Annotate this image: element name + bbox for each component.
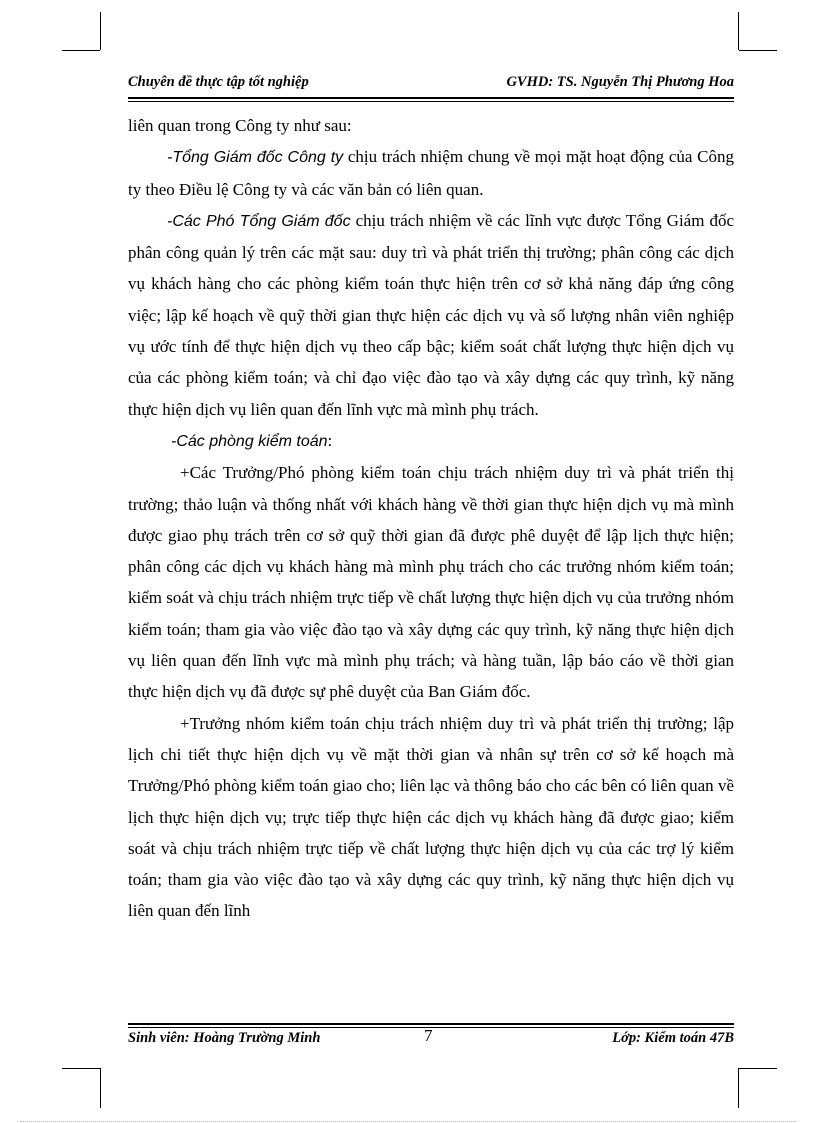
header-title: Chuyên đề thực tập tốt nghiệp [128,74,309,90]
header-supervisor: GVHD: TS. Nguyễn Thị Phương Hoa [506,74,734,90]
paragraph-deputy-directors [128,205,734,425]
document-body [128,110,734,927]
paragraph-department-heads [128,457,734,707]
crop-mark-bottom-right [739,1068,777,1069]
header-rule [128,97,734,99]
paragraph-audit-departments [128,425,734,457]
crop-mark-top-right [739,50,777,51]
footer-student: Sinh viên: Hoàng Trường Minh [128,1030,321,1046]
paragraph-text: chịu trách nhiệm chung về mọi mặt hoạt động của Công ty theo Điều lệ Công ty và các văn bản có liên quan. [128,147,735,199]
crop-mark-top-left [62,50,100,51]
crop-mark-bottom-left [100,1068,101,1108]
footer-class: Lớp: Kiểm toán 47B [612,1030,734,1046]
crop-mark-top-left [100,12,101,50]
page-footer [128,1026,734,1052]
paragraph-continuation [128,110,734,141]
paragraph-lead: -Tổng Giám đốc Công ty [167,149,344,167]
page-edge-dotted-line [20,1121,796,1122]
crop-mark-top-right [738,12,739,50]
crop-mark-bottom-right [738,1068,739,1108]
paragraph-text: chịu trách nhiệm về các lĩnh vực được Tổng Giám đốc phân công quản lý trên các mặt sau: duy trì và phát triển thị trường; phân công các dịch vụ khách hàng cho các phòng kiểm toán thực hiện trên cơ sở khả năng đáp ứng công việc; lập kế hoạch về quỹ thời gian thực hiện các dịch vụ và số lượng nhân viên nghiệp vụ ước tính để thực hiện dịch vụ theo cấp bậc; kiểm soát chất lượng thực hiện dịch vụ của các phòng kiểm toán; và chỉ đạo việc đào tạo và xây dựng các quy trình, kỹ năng thực hiện dịch vụ liên quan đến lĩnh vực mà mình phụ trách. [128,210,734,419]
header-rule-thin [128,101,734,102]
paragraph-lead: -Các Phó Tổng Giám đốc [167,212,351,230]
paragraph-team-leaders [128,708,734,927]
crop-mark-bottom-left [62,1068,100,1069]
page-number: 7 [424,1026,433,1045]
page-header [128,74,734,96]
paragraph-lead: -Các phòng kiểm toán [171,432,328,450]
paragraph-text: +Trưởng nhóm kiểm toán chịu trách nhiệm duy trì và phát triển thị trường; lập lịch chi tiết thực hiện dịch vụ về mặt thời gian và nhân sự trên cơ sở kế hoạch mà Trưởng/Phó phòng kiểm toán giao cho; liên lạc và thông báo cho các bên có liên quan về lịch thực hiện dịch vụ; trực tiếp thực hiện các dịch vụ khách hàng đã được giao; kiểm soát và chịu trách nhiệm trực tiếp về chất lượng thực hiện dịch vụ của các trợ lý kiểm toán; tham gia vào việc đào tạo và xây dựng các quy trình, kỹ năng thực hiện dịch vụ liên quan đến lĩnh [128,713,734,921]
paragraph-text: : [327,430,333,450]
footer-rule [128,1023,734,1025]
paragraph-general-director [128,141,734,205]
paragraph-text: liên quan trong Công ty như sau: [128,116,352,135]
paragraph-text: +Các Trưởng/Phó phòng kiểm toán chịu trách nhiệm duy trì và phát triển thị trường; thảo luận và thống nhất với khách hàng về thời gian thực hiện dịch vụ mà mình được giao phụ trách trên cơ sở quỹ thời gian đã được phê duyệt để lập lịch thực hiện; phân công các dịch vụ khách hàng mà mình phụ trách cho các trưởng nhóm kiểm toán; kiểm soát và chịu trách nhiệm trực tiếp về chất lượng thực hiện dịch vụ của trưởng nhóm kiểm toán; tham gia vào việc đào tạo và xây dựng các quy trình, kỹ năng thực hiện dịch vụ liên quan đến lĩnh vực mà mình phụ trách; và hàng tuần, lập báo cáo về thời gian thực hiện dịch vụ đã được sự phê duyệt của Ban Giám đốc. [128,463,734,702]
